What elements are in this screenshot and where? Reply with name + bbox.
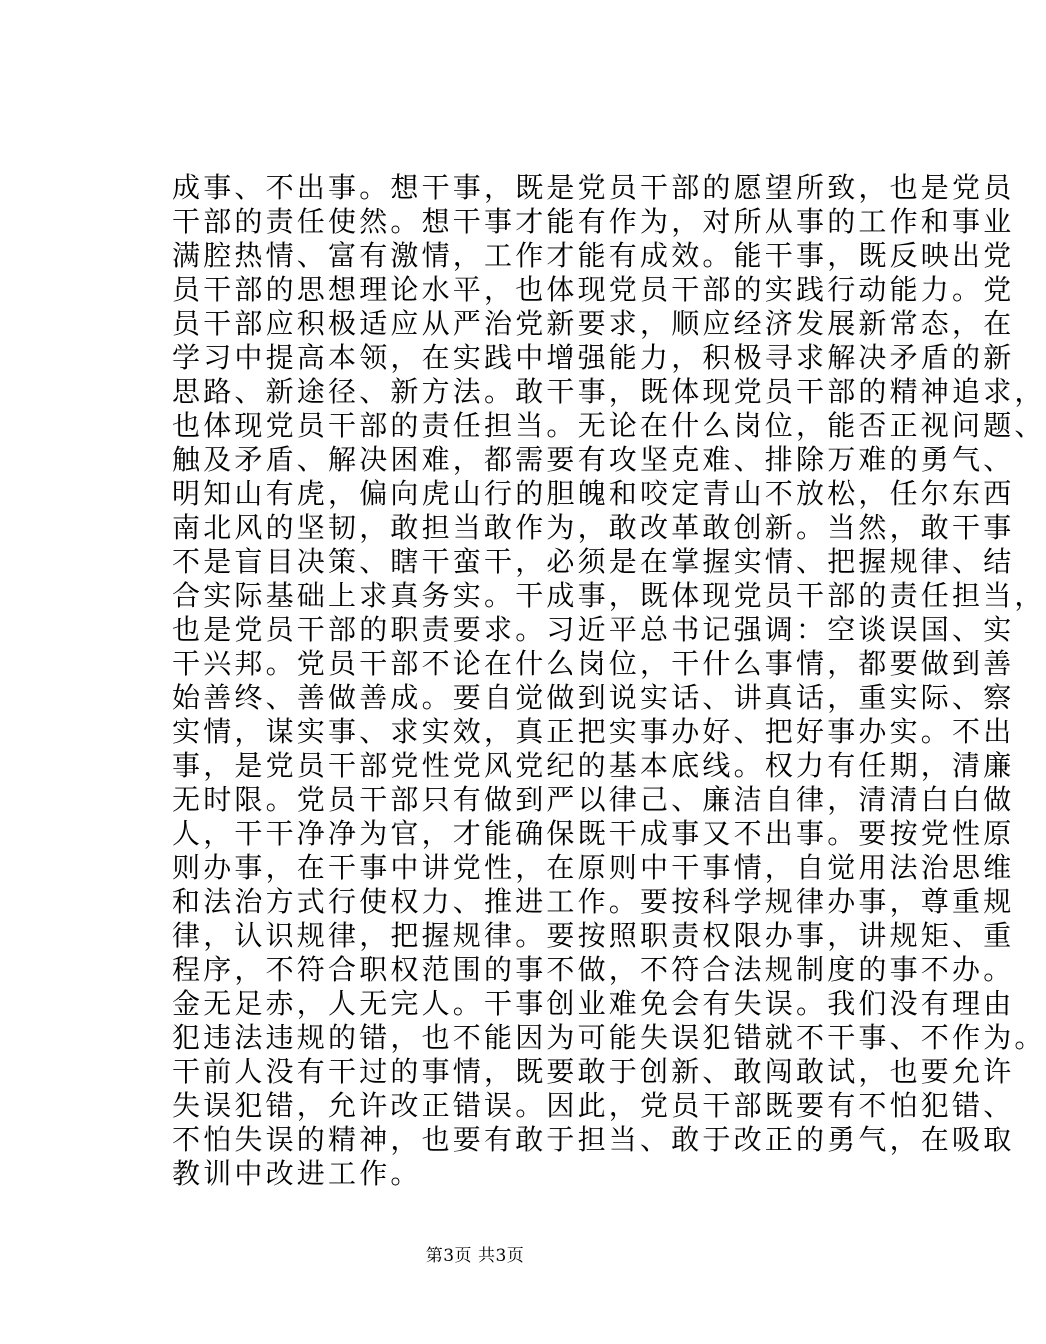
- text-line: 触及矛盾、解决困难，都需要有攻坚克难、排除万难的勇气、: [172, 443, 1015, 476]
- text-line: 思路、新途径、新方法。敢干事，既体现党员干部的精神追求，: [172, 375, 1046, 408]
- text-line: 无时限。党员干部只有做到严以律己、廉洁自律，清清白白做: [172, 783, 1015, 816]
- text-line: 干部的责任使然。想干事才能有作为，对所从事的工作和事业: [172, 205, 1015, 238]
- text-line: 学习中提高本领，在实践中增强能力，积极寻求解决矛盾的新: [172, 341, 1015, 374]
- text-line: 事，是党员干部党性党风党纪的基本底线。权力有任期，清廉: [172, 749, 1015, 782]
- text-line: 则办事，在干事中讲党性，在原则中干事情，自觉用法治思维: [172, 851, 1015, 884]
- page-footer: 第3页 共3页: [425, 1246, 525, 1266]
- text-line: 干前人没有干过的事情，既要敢于创新、敢闯敢试，也要允许: [172, 1055, 1015, 1088]
- text-line: 始善终、善做善成。要自觉做到说实话、讲真话，重实际、察: [172, 681, 1015, 714]
- text-line: 也体现党员干部的责任担当。无论在什么岗位，能否正视问题、: [172, 409, 1046, 442]
- text-line: 也是党员干部的职责要求。习近平总书记强调：空谈误国、实: [172, 613, 1015, 646]
- body-text: [172, 171, 1046, 1191]
- text-line: 不是盲目决策、瞎干蛮干，必须是在掌握实情、把握规律、结: [172, 545, 1015, 578]
- text-line: 教训中改进工作。: [172, 1157, 422, 1190]
- text-line: 律，认识规律，把握规律。要按照职责权限办事，讲规矩、重: [172, 919, 1015, 952]
- text-line: 犯违法违规的错，也不能因为可能失误犯错就不干事、不作为。: [172, 1021, 1046, 1054]
- text-line: 合实际基础上求真务实。干成事，既体现党员干部的责任担当，: [172, 579, 1046, 612]
- text-line: 干兴邦。党员干部不论在什么岗位，干什么事情，都要做到善: [172, 647, 1015, 680]
- text-line: 失误犯错，允许改正错误。因此，党员干部既要有不怕犯错、: [172, 1089, 1015, 1122]
- text-line: 满腔热情、富有激情，工作才能有成效。能干事，既反映出党: [172, 239, 1015, 272]
- text-line: 人，干干净净为官，才能确保既干成事又不出事。要按党性原: [172, 817, 1015, 850]
- text-line: 不怕失误的精神，也要有敢于担当、敢于改正的勇气，在吸取: [172, 1123, 1015, 1156]
- text-line: 和法治方式行使权力、推进工作。要按科学规律办事，尊重规: [172, 885, 1015, 918]
- text-line: 程序，不符合职权范围的事不做，不符合法规制度的事不办。: [172, 953, 1015, 986]
- text-line: 成事、不出事。想干事，既是党员干部的愿望所致，也是党员: [172, 171, 1015, 204]
- text-line: 南北风的坚韧，敢担当敢作为，敢改革敢创新。当然，敢干事: [172, 511, 1015, 544]
- text-line: 员干部应积极适应从严治党新要求，顺应经济发展新常态，在: [172, 307, 1015, 340]
- text-line: 金无足赤，人无完人。干事创业难免会有失误。我们没有理由: [172, 987, 1015, 1020]
- text-line: 明知山有虎，偏向虎山行的胆魄和咬定青山不放松，任尔东西: [172, 477, 1015, 510]
- text-line: 员干部的思想理论水平，也体现党员干部的实践行动能力。党: [172, 273, 1015, 306]
- text-line: 实情，谋实事、求实效，真正把实事办好、把好事办实。不出: [172, 715, 1015, 748]
